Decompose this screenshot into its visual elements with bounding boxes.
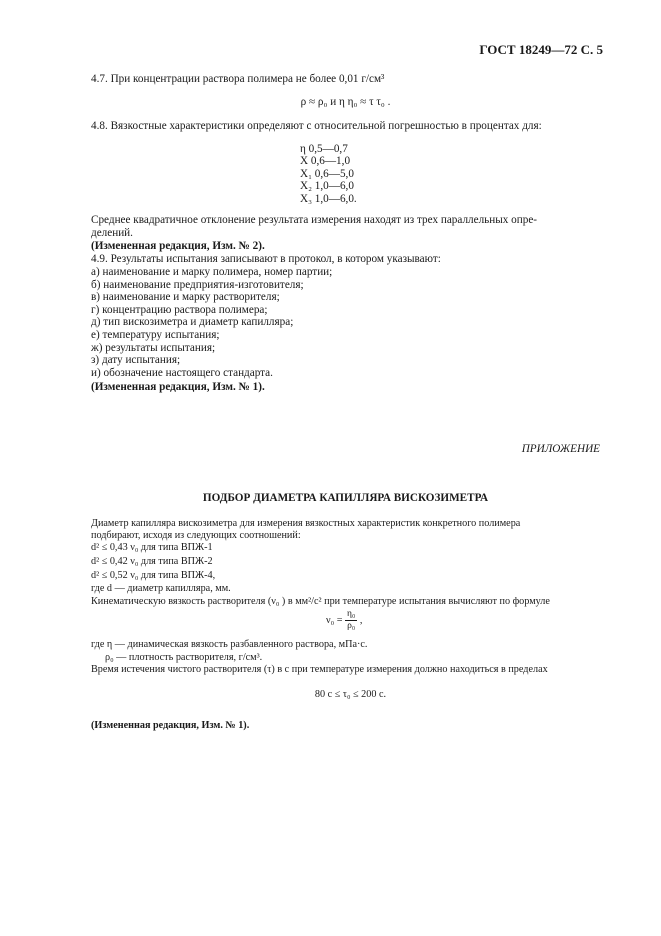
section-4-7-formula: ρ ≈ ρ₀ и η η₀ ≈ τ τ₀ .	[300, 96, 391, 108]
viscosity-row: X 0,6—1,0	[300, 155, 351, 168]
list-item: а) наименование и марку полимера, номер партии;	[91, 266, 333, 278]
appendix-intro-2: подбирают, исходя из следующих соотношений:	[91, 530, 301, 541]
viscosity-row: X₂ 1,0—6,0	[300, 180, 354, 193]
list-item: д) тип вискозиметра и диаметр капилляра;	[91, 316, 294, 329]
relation-3: d² ≤ 0,52 ν₀ для типа ВПЖ-4,	[91, 570, 216, 581]
time-formula: 80 с ≤ τ₀ ≤ 200 с.	[314, 689, 387, 700]
section-4-9-intro: 4.9. Результаты испытания записывают в протокол, в котором указывают:	[91, 253, 441, 265]
kinematic-text: Кинематическую вязкость растворителя (ν₀ ) в мм²/с² при температуре испытания вычисляют по формуле	[91, 596, 550, 607]
list-item: г) концентрацию раствора полимера;	[91, 303, 268, 316]
page-header: ГОСТ 18249—72 С. 5	[479, 42, 603, 57]
nu-end: ,	[359, 614, 363, 626]
section-4-7-text: 4.7. При концентрации раствора полимера не более 0,01 г/см³	[91, 73, 385, 85]
list-item: ж) результаты испытания;	[91, 341, 216, 354]
list-item: в) наименование и марку растворителя;	[91, 291, 280, 304]
list-item: б) наименование предприятия-изготовителя;	[91, 278, 304, 291]
edit-note-1b: (Измененная редакция, Изм. № 1).	[91, 720, 250, 731]
section-4-8-text: 4.8. Вязкостные характеристики определяют с относительной погрешностью в процентах для:	[91, 120, 542, 132]
time-text: Время истечения чистого растворителя (τ) в с при температуре измерения должно находиться в пределах	[91, 664, 548, 675]
viscosity-row: X₁ 0,6—5,0	[300, 167, 354, 180]
appendix-intro-1: Диаметр капилляра вискозиметра для измерения вязкостных характеристик конкретного полимера	[91, 518, 521, 529]
protocol-list	[91, 266, 332, 379]
appendix-title: ПОДБОР ДИАМЕТРА КАПИЛЛЯРА ВИСКОЗИМЕТРА	[202, 492, 489, 504]
list-item: и) обозначение настоящего стандарта.	[91, 366, 273, 379]
deviation-line-1: Среднее квадратичное отклонение результата измерения находят из трех параллельных опре-	[91, 214, 538, 226]
nu-formula	[326, 609, 362, 632]
list-item: з) дату испытания;	[91, 354, 181, 367]
rho-definition: ρ₀ — плотность растворителя, г/см³.	[105, 652, 263, 663]
where-d: где d — диаметр капилляра, мм.	[91, 583, 231, 594]
nu-lhs: ν₀ =	[326, 614, 343, 626]
viscosity-row: X₃ 1,0—6,0.	[300, 192, 357, 205]
where-eta: где η — динамическая вязкость разбавленного раствора, мПа·с.	[91, 639, 368, 650]
fraction-denominator: ρ₀	[347, 621, 356, 631]
appendix-label: ПРИЛОЖЕНИЕ	[521, 443, 600, 455]
edit-note-2: (Измененная редакция, Изм. № 2).	[91, 240, 265, 252]
nu-fraction	[345, 609, 357, 632]
relation-2: d² ≤ 0,42 ν₀ для типа ВПЖ-2	[91, 556, 213, 567]
relation-1: d² ≤ 0,43 ν₀ для типа ВПЖ-1	[91, 542, 213, 553]
list-item: е) температуру испытания;	[91, 328, 220, 341]
fraction-numerator: η₀	[347, 609, 356, 619]
edit-note-1a: (Измененная редакция, Изм. № 1).	[91, 381, 265, 393]
deviation-line-2: делений.	[91, 227, 133, 239]
viscosity-list	[300, 143, 357, 205]
viscosity-row: η 0,5—0,7	[300, 143, 348, 155]
